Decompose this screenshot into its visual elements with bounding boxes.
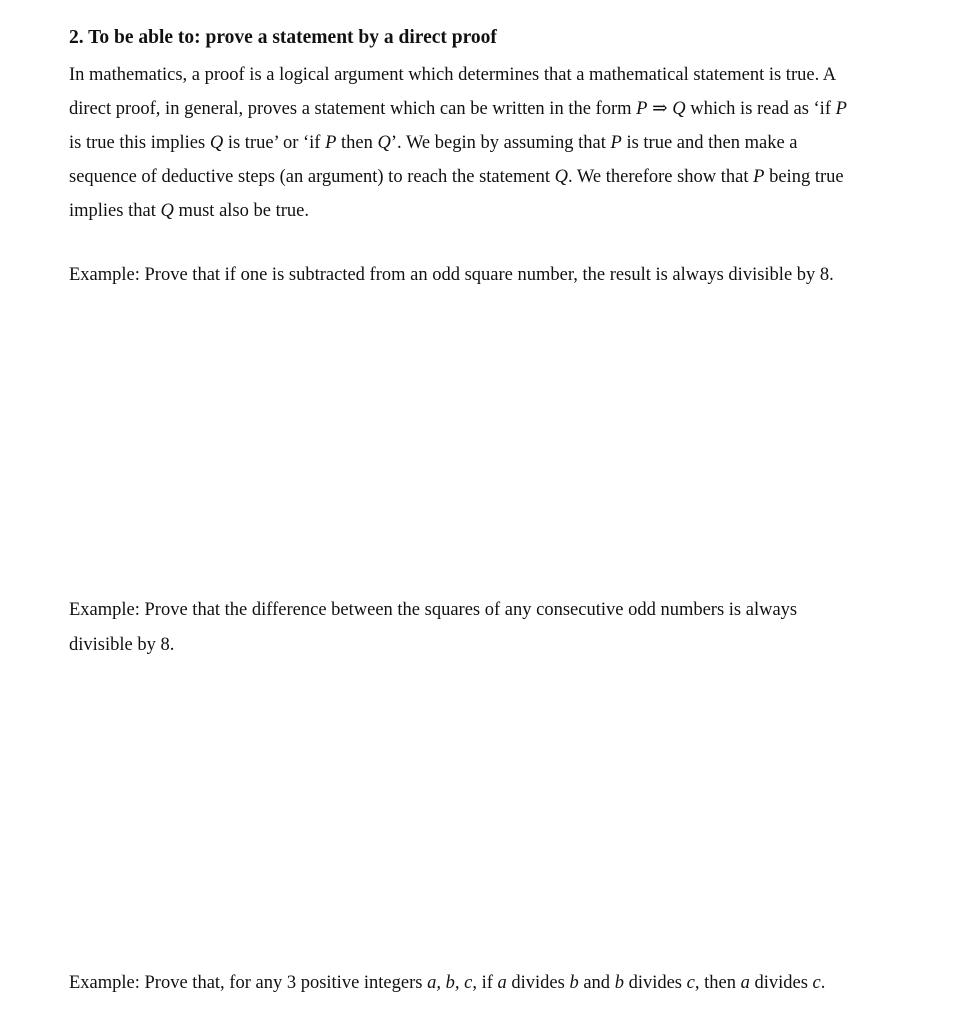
variable-q: Q <box>160 201 174 221</box>
intro-text: is true’ or ‘if <box>223 133 326 153</box>
variable-b: b <box>569 973 579 993</box>
variable-q: Q <box>672 99 686 119</box>
intro-text: which is read as ‘if <box>685 99 836 119</box>
variable-q: Q <box>209 133 224 153</box>
intro-line-4 <box>69 160 899 194</box>
example-2-line-2: divisible by 8. <box>69 635 175 655</box>
intro-text: In mathematics, a proof is a logical argument which determines that a mathematical statement is true. A <box>69 65 837 85</box>
intro-line-5 <box>69 194 899 228</box>
intro-text: . We therefore show that <box>567 167 754 187</box>
variables-abc: a, b, c <box>427 973 473 993</box>
example-text: divides <box>623 973 687 993</box>
example-text: divides <box>749 973 813 993</box>
example-text: and <box>578 973 615 993</box>
example-3-line <box>69 966 899 1001</box>
example-3 <box>69 966 899 1001</box>
example-2 <box>69 593 899 663</box>
variable-q: Q <box>377 133 391 153</box>
variable-c: c <box>812 973 821 993</box>
variable-p: P <box>610 133 622 153</box>
intro-line-2 <box>69 92 899 126</box>
intro-line-1 <box>69 58 899 92</box>
variable-p: P <box>636 99 648 119</box>
intro-text: then <box>336 133 378 153</box>
intro-text: is true this implies <box>69 133 210 153</box>
intro-paragraph <box>69 58 899 228</box>
example-text: . <box>820 973 826 993</box>
variable-p: P <box>325 133 337 153</box>
variable-a: a <box>497 973 507 993</box>
intro-text: sequence of deductive steps (an argument) to reach the statement <box>69 167 555 187</box>
example-1 <box>69 258 899 293</box>
example-text: divides <box>506 973 570 993</box>
example-1-line: Example: Prove that if one is subtracted from an odd square number, the result is always divisible by 8. <box>69 265 834 285</box>
variable-p: P <box>835 99 847 119</box>
intro-text: must also be true. <box>173 201 309 221</box>
variable-a: a <box>740 973 750 993</box>
implies-symbol: ⇒ <box>647 99 673 119</box>
example-2-line-1: Example: Prove that the difference between the squares of any consecutive odd numbers is always <box>69 600 798 620</box>
variable-b: b <box>614 973 624 993</box>
intro-text: ’. We begin by assuming that <box>390 133 611 153</box>
variable-p: P <box>753 167 765 187</box>
example-text: , if <box>472 973 498 993</box>
intro-text: direct proof, in general, proves a statement which can be written in the form <box>69 99 637 119</box>
intro-text: implies that <box>69 201 161 221</box>
section-heading: 2. To be able to: prove a statement by a direct proof <box>69 27 497 48</box>
example-text: , then <box>694 973 741 993</box>
variable-c: c <box>686 973 695 993</box>
intro-text: is true and then make a <box>621 133 798 153</box>
variable-q: Q <box>554 167 568 187</box>
intro-line-3 <box>69 126 899 160</box>
intro-text: being true <box>764 167 844 187</box>
example-text: Example: Prove that, for any 3 positive integers <box>69 973 428 993</box>
